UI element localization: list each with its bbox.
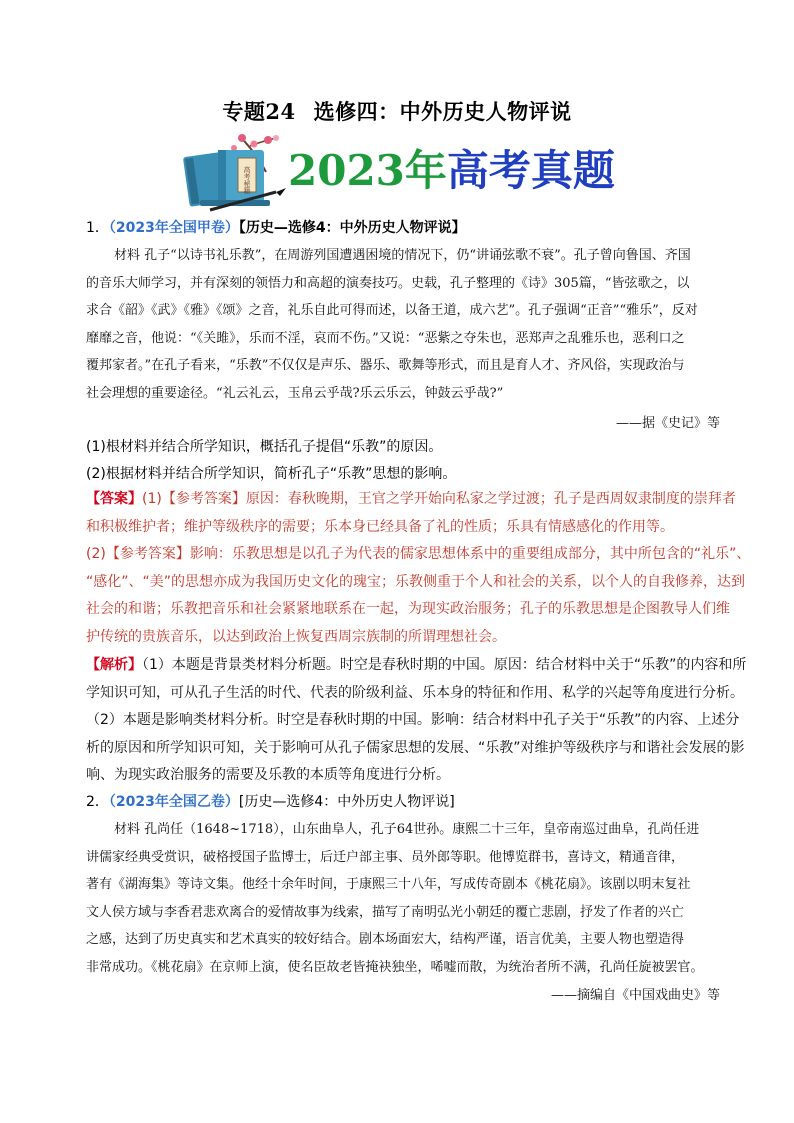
material-line: 的音乐大师学习，并有深刻的领悟力和高超的演奏技巧。史载，孔子整理的《诗》305篇，“皆弦歌之，以	[86, 275, 690, 291]
banner-year: 2023年	[288, 146, 447, 195]
question-number: 2．	[86, 794, 109, 810]
question-tag: 【历史—选修4：中外历史人物评说】	[238, 220, 466, 236]
banner-rest: 高考真题	[446, 146, 615, 195]
analysis-line: 学知识可知，可从孔子生活的时代、代表的阶级利益、乐本身的特征和作用、私学的兴起等角度进行分析。	[86, 684, 744, 701]
material-line: 非常成功。《桃花扇》在京师上演，使名臣故老皆掩袂独坐，唏嘘而散，为统治者所不满，孔尚任旋被罢官。	[86, 959, 704, 975]
question-1-material	[86, 242, 720, 407]
analysis-line: （2）本题是影响类材料分析。时空是春秋时期的中国。影响：结合材料中孔子关于“乐教”的内容、上述分	[86, 712, 740, 729]
question-1-header	[86, 218, 466, 238]
title-part1: 专题24	[222, 99, 296, 124]
answer-tag: 【答案】	[86, 491, 142, 507]
material-line: 材料 孔子“以诗书礼乐教”，在周游列国遭遇困境的情况下，仍“讲诵弦歌不衰”。孔子曾向鲁国、齐国	[114, 248, 691, 263]
material-line: 覆邦家者。”在孔子看来，“乐教”不仅仅是声乐、器乐、歌舞等形式，而且是育人才、齐风俗，实现政治与	[86, 358, 685, 373]
answer-line: 原因：春秋晚期，王官之学开始向私家之学过渡；孔子是西周奴隶制度的崇拜者	[245, 491, 736, 507]
analysis-block	[86, 652, 747, 790]
material-line: 材料 孔尚任（1648~1718），山东曲阜人，孔子64世孙。康熙二十三年，皇帝南巡过曲阜，孔尚任进	[114, 822, 700, 837]
sub-question-2: (2)根据材料并结合所学知识，简析孔子“乐教”思想的影响。	[86, 466, 457, 482]
question-source: （2023年全国乙卷）	[108, 794, 239, 810]
question-2-material	[86, 816, 720, 981]
material-line: 求合《韶》《武》《雅》《颂》之音，礼乐自此可得而述，以备王道，成六艺”。孔子强调“正音”“雅乐”，反对	[86, 303, 698, 318]
material-line: 之感，达到了历史真实和艺术真实的较好结合。剧本场面宏大，结构严谨，语言优美，主要人物也塑造得	[86, 932, 685, 947]
material-citation: ——据《史记》等	[615, 416, 720, 431]
question-source: （2023年全国甲卷）	[108, 220, 239, 236]
answer-line: 和积极维护者；维护等级秩序的需要；乐本身已经具备了礼的性质；乐具有情感感化的作用等。	[86, 518, 674, 535]
answer-line: 影响：乐教思想是以孔子为代表的儒家思想体系中的重要组成部分，其中所包含的“礼乐”、	[189, 546, 751, 563]
material-line: 著有《湖海集》等诗文集。他经十余年时间，于康熙三十八年，写成传奇剧本《桃花扇》。该剧以明末复社	[86, 877, 691, 892]
answer-line: 社会的和谐；乐教把音乐和社会紧紧地联系在一起，为现实政治服务；孔子的乐教思想是企图教导人们维	[86, 601, 730, 618]
sub-question-1: (1)根材料并结合所学知识，概括孔子提倡“乐教”的原因。	[86, 439, 443, 455]
title-part2: 选修四：中外历史人物评说	[313, 99, 572, 124]
question-tag: [历史—选修4：中外历史人物评说]	[238, 794, 455, 810]
analysis-line: 析的原因和所学知识可知，关于影响可从孔子儒家思想的发展、“乐教”对维护等级秩序与和谐社会发展的影	[86, 739, 745, 756]
material-line: 社会理想的重要途径。“礼云礼云，玉帛云乎哉?乐云乐云，钟鼓云乎哉?”	[86, 385, 504, 401]
material-line: 靡靡之音，他说：“《关雎》，乐而不淫，哀而不伤。”又说：“恶紫之夺朱也，恶郑声之乱雅乐也，恶利口之	[86, 330, 685, 346]
answer-1-prefix: (1)【参考答案】	[142, 491, 246, 507]
analysis-tag: 【解析】	[86, 657, 142, 673]
material-line: 文人侯方域与李香君悲欢离合的爱情故事为线索，描写了南明弘光小朝廷的覆亡悲剧，抒发了作者的兴亡	[86, 904, 685, 920]
answer-2-prefix: (2)【参考答案】	[86, 546, 190, 563]
material-line: 讲儒家经典受赏识，破格授国子监博士，后迁户部主事、员外郎等职。他博览群书，喜诗文，精通音律，	[86, 849, 685, 865]
banner-heading	[288, 145, 615, 197]
answer-line: “感化”、“美”的思想亦成为我国历史文化的瑰宝；乐教侧重于个人和社会的关系，以个人的自我修养，达到	[86, 573, 746, 590]
question-number: 1．	[86, 220, 109, 236]
answer-block	[86, 486, 751, 652]
answer-line: 护传统的贵族音乐，以达到政治上恢复西周宗族制的所谓理想社会。	[86, 628, 506, 645]
book-label: 高考秘籍	[243, 166, 251, 194]
analysis-line: 响、为现实政治服务的需要及乐教的本质等角度进行分析。	[86, 767, 450, 784]
question-2-header	[86, 792, 455, 812]
analysis-line: （1）本题是背景类材料分析题。时空是春秋时期的中国。原因：结合材料中关于“乐教”的内容和所	[142, 657, 747, 673]
page-title	[0, 96, 794, 126]
material-citation: ——摘编自《中国戏曲史》等	[550, 988, 720, 1003]
